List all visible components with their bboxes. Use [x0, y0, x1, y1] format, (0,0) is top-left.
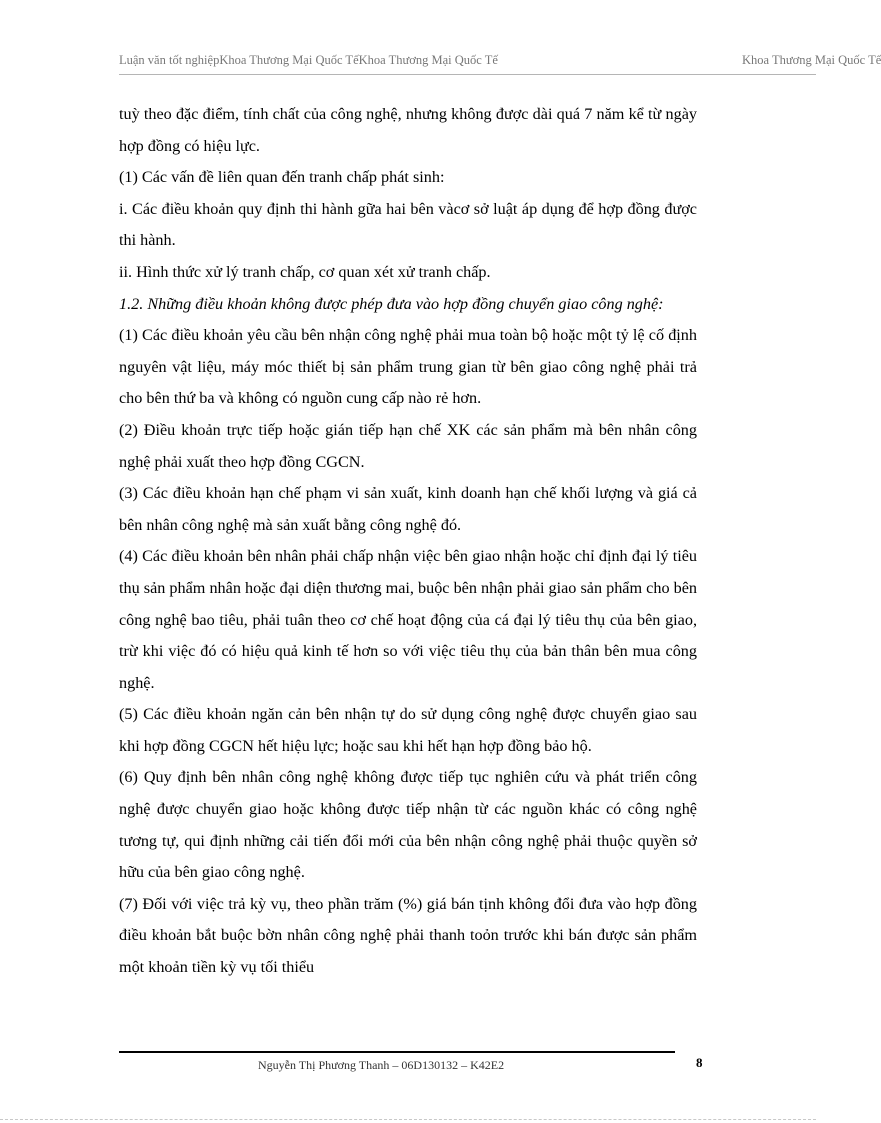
section-heading: 1.2. Những điều khoản không được phép đưa vào hợp đồng chuyển giao công nghệ:: [119, 294, 664, 313]
paragraph: (1) Các điều khoản yêu cầu bên nhận công nghệ phải mua toàn bộ hoặc một tỷ lệ cố định nguyên vật liệu, máy móc thiết bị sản phẩm trung gian từ bên giao công nghệ phải trả cho bên thứ ba và không có nguồn cung cấp nào rẻ hơn.: [119, 326, 697, 408]
document-body: [119, 99, 697, 984]
header-left-text: Luận văn tốt nghiệpKhoa Thương Mại Quốc TếKhoa Thương Mại Quốc Tế: [119, 53, 498, 67]
paragraph: (1) Các vấn đề liên quan đến tranh chấp phát sinh:: [119, 168, 445, 187]
paragraph: i. Các điều khoản quy định thi hành gữa hai bên vàcơ sở luật áp dụng để hợp đồng được thi hành.: [119, 199, 697, 250]
page-header: [119, 53, 881, 73]
paragraph: (5) Các điều khoản ngăn cản bên nhận tự do sử dụng công nghệ được chuyển giao sau khi hợp đồng CGCN hết hiệu lực; hoặc sau khi hết hạn hợp đồng bảo hộ.: [119, 705, 697, 755]
page-number: 8: [696, 1055, 703, 1070]
footer-author: Nguyễn Thị Phương Thanh – 06D130132 – K42E2: [258, 1058, 505, 1072]
paragraph: ii. Hình thức xử lý tranh chấp, cơ quan xét xử tranh chấp.: [119, 262, 491, 281]
header-right-text: Khoa Thương Mại Quốc Tế: [742, 53, 881, 67]
page-bottom-divider: [0, 1119, 816, 1120]
paragraph: (6) Quy định bên nhân công nghệ không được tiếp tục nghiên cứu và phát triển công nghệ được chuyển giao hoặc không được tiếp nhận từ các nguồn khác có công nghệ tương tự, qui định những cải tiến đổi mới của bên nhận công nghệ phải thuộc quyền sở hữu của bên giao công nghệ.: [119, 768, 697, 882]
header-rule: [119, 74, 816, 75]
paragraph: (2) Điều khoản trực tiếp hoặc gián tiếp hạn chế XK các sản phẩm mà bên nhân công nghệ phải xuất theo hợp đồng CGCN.: [119, 420, 697, 471]
paragraph: (7) Đối với việc trả kỳ vụ, theo phần trăm (%) giá bán tịnh không đổi đưa vào hợp đồng điều khoản bắt buộc bờn nhân công nghệ phải thanh toỏn trước khi bán được sản phẩm một khoản tiền kỳ vụ tối thiểu: [119, 894, 697, 977]
paragraph: tuỳ theo đặc điểm, tính chất của công nghệ, nhưng không được dài quá 7 năm kể từ ngày hợp đồng có hiệu lực.: [119, 105, 697, 155]
paragraph: (4) Các điều khoản bên nhân phải chấp nhận việc bên giao nhận hoặc chỉ định đại lý tiêu thụ sản phẩm nhân hoặc đại diện thương mai, buộc bên nhận phải giao sản phẩm cho bên công nghệ bao tiêu, phải tuân theo cơ chế hoạt động của cá đại lý tiêu thụ của bên giao, trừ khi việc đó có hiệu quả kinh tế hơn so với việc tiêu thụ của bản thân bên mua công nghệ.: [119, 547, 697, 692]
paragraph: (3) Các điều khoản hạn chế phạm vi sản xuất, kinh doanh hạn chế khối lượng và giá cả bên nhân công nghệ mà sản xuất bằng công nghệ đó.: [119, 484, 697, 534]
footer-rule: [119, 1051, 675, 1053]
